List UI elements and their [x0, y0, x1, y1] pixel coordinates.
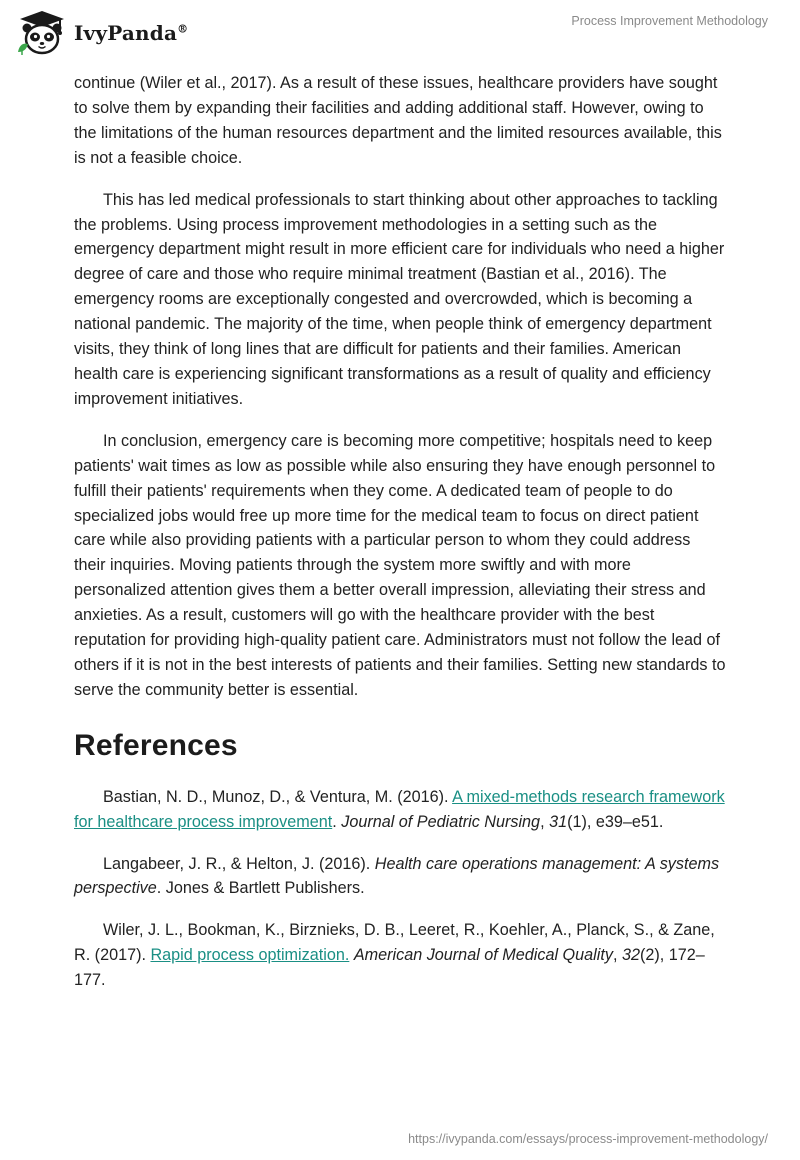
ref2-rest: . Jones & Bartlett Publishers.: [156, 879, 365, 898]
brand-name: [74, 21, 188, 45]
ref1-link[interactable]: A mixed-methods research framework for healthcare process improvement: [74, 787, 725, 831]
body-paragraph-1: continue (Wiler et al., 2017). As a result of these issues, healthcare providers have sought to solve them by expanding their facilities and adding additional staff. However, owing to the limitations of the human resources department and the limited resources available, this is not a feasible choice.: [74, 74, 722, 167]
panda-graduate-icon: [14, 8, 70, 58]
reference-bastian: [74, 785, 726, 835]
footer-url[interactable]: https://ivypanda.com/essays/process-improvement-methodology/: [408, 1132, 768, 1146]
ref1-volume: 31: [549, 812, 568, 831]
document-title: Process Improvement Methodology: [571, 14, 768, 28]
reference-langabeer: [74, 852, 726, 902]
ref3-link[interactable]: Rapid process optimization.: [150, 946, 350, 965]
ref3-authors: Wiler, J. L., Bookman, K., Birznieks, D. B., Leeret, R., Koehler, A., Planck, S., & Zane, R. (2017).: [74, 921, 715, 965]
ivypanda-logo[interactable]: [14, 8, 188, 58]
ref3-sep: ,: [612, 946, 622, 965]
ref3-journal: American Journal of Medical Quality: [353, 946, 613, 965]
ref2-authors: Langabeer, J. R., & Helton, J. (2016).: [103, 854, 375, 873]
ref1-sep: ,: [540, 812, 550, 831]
brand-text: IvyPanda: [74, 21, 178, 45]
references-heading: References: [74, 728, 238, 762]
essay-content: [74, 71, 726, 1010]
ref3-volume: 32: [621, 946, 640, 965]
ref2-title: Health care operations management: A systems perspective: [74, 854, 720, 898]
ref1-rest: (1), e39–e51.: [567, 812, 664, 831]
body-paragraph-2: This has led medical professionals to start thinking about other approaches to tackling the problems. Using process improvement methodologies in a setting such as the emergency department might result in more efficient care for individuals who need a higher degree of care and those who require minimal treatment (Bastian et al., 2016). The emergency rooms are exceptionally congested and overcrowded, which is becoming a national pandemic. The majority of the time, when people think of emergency department visits, they think of long lines that are difficult for patients and their families. American health care is experiencing significant transformations as a result of quality and efficiency improvement initiatives.: [74, 190, 725, 408]
ref1-authors: Bastian, N. D., Munoz, D., & Ventura, M. (2016).: [103, 787, 453, 806]
ref1-after-link: .: [332, 812, 342, 831]
page-header: [0, 0, 800, 70]
ref1-journal: Journal of Pediatric Nursing: [341, 812, 541, 831]
ref3-rest: (2), 172–177.: [74, 946, 705, 990]
registered-mark: ®: [177, 22, 189, 36]
reference-wiler: [74, 918, 726, 993]
body-paragraph-3: In conclusion, emergency care is becoming more competitive; hospitals need to keep patients' wait times as low as possible while also ensuring they have enough personnel to fulfill their patients' requirements when they come. A dedicated team of people to do specialized jobs would free up more time for the medical team to focus on direct patient care while also providing patients with a particular person to whom they could address their inquiries. Moving patients through the system more swiftly and with more personalized attention gives them a better overall impression, alleviating their stress and anxieties. As a result, customers will go with the healthcare provider with the best reputation for providing high-quality patient care. Administrators must not follow the lead of others if it is not in the best interests of patients and their families. Setting new standards to serve the community better is essential.: [74, 431, 726, 699]
